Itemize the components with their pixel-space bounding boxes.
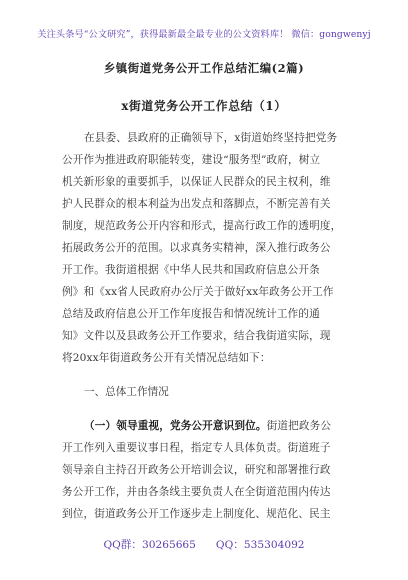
paragraph-line: 拓展政务公开的范围。以求真务实精神，深入推行政务公 bbox=[62, 242, 331, 254]
paragraph-line: 开工作。我街道根据《中华人民共和国政府信息公开条 bbox=[62, 264, 320, 276]
paragraph-line: 务公开工作，并由各条线主要负责人在全街道范围内传达 bbox=[62, 486, 331, 498]
paragraph-line: 例》和《xx省人民政府办公厅关于做好xx年政务公开工作 bbox=[62, 286, 334, 298]
subheading-bold: （一）领导重视，党务公开意识到位。 bbox=[84, 420, 267, 432]
paragraph-line: 公开作为推进政府职能转变，建设“服务型”政府，树立 bbox=[62, 154, 321, 166]
paragraph-line: 制度，规范政务公开内容和形式，提高行政工作的透明度， bbox=[62, 220, 342, 232]
heading-overall: 一、总体工作情况 bbox=[84, 386, 169, 398]
subheading-rest: 街道把政务公 bbox=[266, 420, 332, 432]
paragraph-line: 知》文件以及县政务公开工作要求，结合我街道实际，现 bbox=[62, 330, 331, 342]
qq-group: QQ群：30265665 bbox=[103, 539, 196, 551]
subheading-line bbox=[84, 418, 331, 433]
qq-contact: QQ：535304092 bbox=[215, 539, 305, 551]
promo-banner: 关注头条号“公文研究”，获得最新最全最专业的公文资料库！ 微信：gongwenyj bbox=[37, 29, 371, 40]
contact-footer bbox=[0, 537, 408, 552]
section-title: x街道党务公开工作总结（1） bbox=[121, 99, 287, 113]
paragraph-line: 护人民群众的根本利益为出发点和落脚点，不断完善有关 bbox=[62, 198, 331, 210]
paragraph-line: 将20xx年街道政务公开有关情况总结如下： bbox=[62, 352, 271, 364]
paragraph-line: 到位，街道政务公开工作逐步走上制度化、规范化、民主 bbox=[62, 508, 331, 520]
paragraph-line: 在县委、县政府的正确领导下，x街道始终坚持把党务 bbox=[84, 132, 338, 144]
paragraph-line: 领导亲自主持召开政务公开培训会议，研究和部署推行政 bbox=[62, 464, 331, 476]
paragraph-line: 开工作列入重要议事日程，指定专人具体负责。街道班子 bbox=[62, 442, 331, 454]
document-title: 乡镇街道党务公开工作总结汇编(2篇) bbox=[103, 61, 305, 75]
paragraph-line: 机关新形象的重要抓手，以保证人民群众的民主权利，维 bbox=[62, 176, 331, 188]
paragraph-line: 总结及政府信息公开工作年度报告和情况统计工作的通 bbox=[62, 308, 320, 320]
